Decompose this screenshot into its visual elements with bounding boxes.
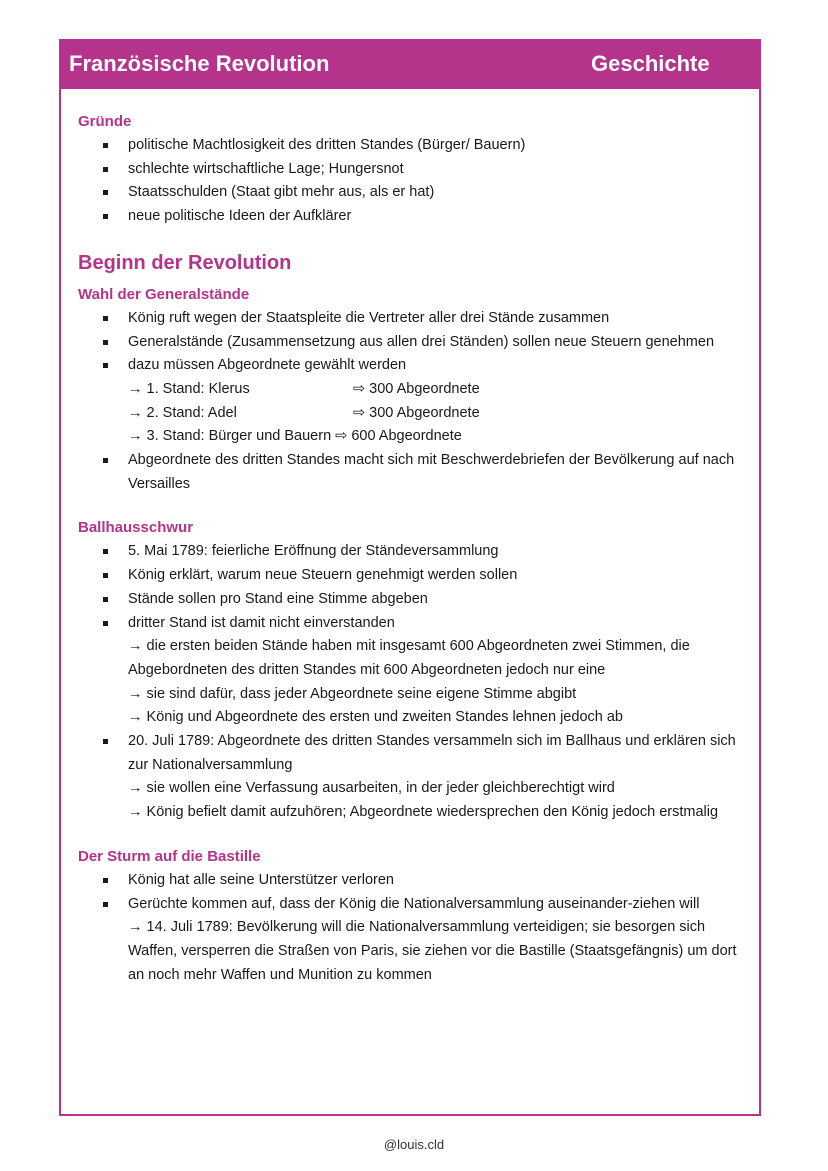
bullet-icon: [103, 167, 108, 172]
section-heading-gruende: Gründe: [78, 113, 132, 130]
sub-point: → König befielt damit aufzuhören; Abgeordnete wiedersprechen den König jedoch erstmalig: [128, 804, 719, 821]
bullet-icon: [103, 458, 108, 463]
bullet-icon: [103, 190, 108, 195]
list-item: 5. Mai 1789: feierliche Eröffnung der Ständeversammlung: [78, 540, 738, 564]
stand-row: → 1. Stand: Klerus ⇨ 300 Abgeordnete: [128, 380, 480, 397]
section-heading-beginn: Beginn der Revolution: [78, 251, 292, 274]
list-item: König hat alle seine Unterstützer verloren: [78, 869, 738, 893]
content: [78, 110, 738, 987]
bullet-icon: [103, 549, 108, 554]
footer-credit: @louis.cld: [383, 1137, 445, 1152]
bullet-icon: [103, 214, 108, 219]
list-item: Stände sollen pro Stand eine Stimme abgeben: [78, 588, 738, 612]
section-heading-wahl: Wahl der Generalstände: [78, 285, 250, 303]
stand-row: → 3. Stand: Bürger und Bauern ⇨ 600 Abgeordnete: [128, 428, 462, 445]
bullet-icon: [103, 340, 108, 345]
list-item: schlechte wirtschaftliche Lage; Hungersnot: [78, 158, 738, 182]
bullet-icon: [103, 597, 108, 602]
list-item: dazu müssen Abgeordnete gewählt werden → 1. Stand: Klerus ⇨ 300 Abgeordnete → 2. Stand: Adel ⇨ 300 Abgeordnete → 3. Stand: Bürger und Bauern ⇨ 600 Abgeordnete: [78, 354, 738, 449]
list-item: politische Machtlosigkeit des dritten Standes (Bürger/ Bauern): [78, 134, 738, 158]
bullet-icon: [103, 902, 108, 907]
bullet-icon: [103, 739, 108, 744]
list-item: dritter Stand ist damit nicht einverstanden → die ersten beiden Stände haben mit insgesamt 600 Abgeordneten zwei Stimmen, die Abgebordneten des dritten Standes mit 600 Abgeordneten jedoch nur eine → sie sind dafür, dass jeder Abgeordnete seine eigene Stimme abgibt → König und Abgeordnete des ersten und zweiten Standes lehnen jedoch ab: [78, 612, 738, 731]
wahl-list: [78, 307, 738, 497]
list-item: neue politische Ideen der Aufklärer: [78, 205, 738, 229]
subject-label: Geschichte: [591, 51, 710, 76]
section-heading-ballhaus: Ballhausschwur: [78, 519, 194, 537]
list-item: 20. Juli 1789: Abgeordnete des dritten Standes versammeln sich im Ballhaus und erklären sich zur Nationalversammlung → sie wollen eine Verfassung ausarbeiten, in der jeder gleichberechtigt wird → König befielt damit aufzuhören; Abgeordnete wiedersprechen den König jedoch erstmalig: [78, 730, 738, 825]
list-item: König ruft wegen der Staatspleite die Vertreter aller drei Stände zusammen: [78, 307, 738, 331]
page-title: Französische Revolution: [69, 51, 330, 76]
bullet-icon: [103, 316, 108, 321]
list-item: Generalstände (Zusammensetzung aus allen drei Ständen) sollen neue Steuern genehmen: [78, 331, 738, 355]
bullet-icon: [103, 621, 108, 626]
bullet-icon: [103, 573, 108, 578]
sub-point: → König und Abgeordnete des ersten und zweiten Standes lehnen jedoch ab: [128, 709, 623, 726]
section-heading-bastille: Der Sturm auf die Bastille: [78, 847, 261, 865]
list-item: Abgeordnete des dritten Standes macht sich mit Beschwerdebriefen der Bevölkerung auf nach Versailles: [78, 449, 738, 496]
bullet-icon: [103, 878, 108, 883]
bullet-icon: [103, 143, 108, 148]
sub-point: → 14. Juli 1789: Bevölkerung will die Nationalversammlung verteidigen; sie besorgen sich Waffen, versperren die Straßen von Paris, sie ziehen vor die Bastille (Staatsgefängnis) um dort an noch mehr Waffen und Munition zu kommen: [128, 919, 737, 983]
ballhaus-list: [78, 540, 738, 824]
bullet-icon: [103, 363, 108, 368]
sub-point: → die ersten beiden Stände haben mit insgesamt 600 Abgeordneten zwei Stimmen, die Abgebordneten des dritten Standes mit 600 Abgeordneten jedoch nur eine: [128, 638, 690, 678]
sub-point: → sie sind dafür, dass jeder Abgeordnete seine eigene Stimme abgibt: [128, 685, 577, 702]
bastille-list: [78, 869, 738, 988]
list-item: König erklärt, warum neue Steuern genehmigt werden sollen: [78, 564, 738, 588]
list-item: Staatsschulden (Staat gibt mehr aus, als er hat): [78, 181, 738, 205]
gruende-list: [78, 134, 738, 229]
list-item: Gerüchte kommen auf, dass der König die Nationalversammlung auseinander-ziehen will → 14. Juli 1789: Bevölkerung will die Nationalversammlung verteidigen; sie besorgen sich Waffen, versperren die Straßen von Paris, sie ziehen vor die Bastille (Staatsgefängnis) um dort an noch mehr Waffen und Munition zu kommen: [78, 893, 738, 988]
stand-row: → 2. Stand: Adel ⇨ 300 Abgeordnete: [128, 404, 480, 421]
page-header: [59, 39, 761, 89]
sub-point: → sie wollen eine Verfassung ausarbeiten, in der jeder gleichberechtigt wird: [128, 780, 615, 797]
